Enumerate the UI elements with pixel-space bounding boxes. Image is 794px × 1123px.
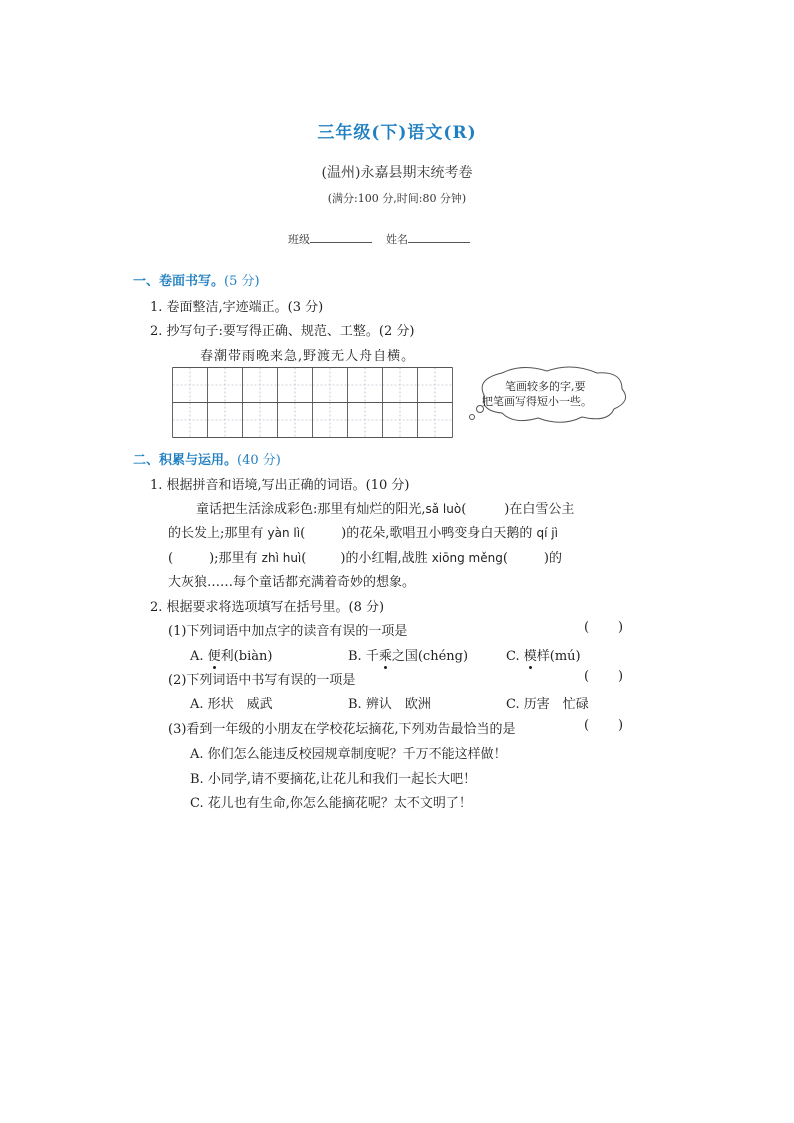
class-label: 班级	[288, 233, 310, 246]
q1-line2: 的长发上;那里有 yàn lì( )的花朵,歌唱丑小鸭变身白天鹅的 qí jì	[168, 526, 558, 541]
exam-title: 三年级(下)语文(R)	[317, 123, 477, 143]
q1-line3: ( );那里有 zhì huì( )的小红帽,战胜 xiōng měng( )的	[168, 551, 562, 566]
sub3-option-c[interactable]: C. 花儿也有生命,你怎么能摘花呢？太不文明了！	[190, 796, 472, 811]
sub3-option-a[interactable]: A. 你们怎么能违反校园规章制度呢？千万不能这样做！	[190, 747, 507, 762]
class-name-line	[288, 231, 470, 247]
sub2-answer-paren[interactable]: ( )	[584, 669, 624, 684]
name-label: 姓名	[386, 233, 408, 246]
writing-grid[interactable]	[172, 367, 454, 439]
sub3-answer-paren[interactable]: ( )	[584, 718, 624, 733]
section2-heading: 二、积累与运用。(40 分)	[133, 453, 281, 468]
sub1-option-c[interactable]: C. 模样(mú)	[506, 649, 581, 664]
class-field[interactable]	[310, 232, 372, 243]
exam-meta: (满分:100 分,时间:80 分钟)	[327, 192, 467, 205]
section1-heading: 一、卷面书写。(5 分)	[133, 274, 260, 289]
sub1-option-a[interactable]: A. 便利(biàn)	[190, 649, 273, 664]
section2-q1-prompt: 1. 根据拼音和语境,写出正确的词语。(10 分)	[150, 478, 410, 493]
section1-q1: 1. 卷面整洁,字迹端正。(3 分)	[150, 300, 324, 315]
exam-subtitle: (温州)永嘉县期末统考卷	[321, 165, 473, 181]
name-field[interactable]	[408, 232, 470, 243]
sub3-option-b[interactable]: B. 小同学,请不要摘花,让花儿和我们一起长大吧！	[190, 772, 477, 787]
sub1-answer-paren[interactable]: ( )	[584, 620, 624, 635]
bubble-line1: 笔画较多的字,要	[505, 380, 586, 393]
sub2-option-c[interactable]: C. 历害 忙碌	[506, 697, 589, 712]
sub1-option-b[interactable]: B. 千乘之国(chéng)	[348, 649, 469, 664]
sub2-stem: (2)下列词语中书写有误的一项是	[168, 673, 356, 688]
section2-q2-prompt: 2. 根据要求将选项填写在括号里。(8 分)	[150, 600, 385, 615]
copy-sentence: 春潮带雨晚来急,野渡无人舟自横。	[200, 349, 416, 364]
q1-line4: 大灰狼……每个童话都充满着奇妙的想象。	[168, 575, 416, 590]
sub2-option-b[interactable]: B. 辨认 欧洲	[348, 697, 431, 712]
sub2-option-a[interactable]: A. 形状 威武	[190, 697, 273, 712]
sub1-stem: (1)下列词语中加点字的读音有误的一项是	[168, 624, 408, 639]
bubble-line2: 把笔画写得短小一些。	[482, 395, 592, 408]
sub3-stem: (3)看到一年级的小朋友在学校花坛摘花,下列劝告最恰当的是	[168, 722, 516, 737]
section1-q2: 2. 抄写句子:要写得正确、规范、工整。(2 分)	[150, 324, 415, 339]
q1-line1: 童话把生活涂成彩色:那里有灿烂的阳光,sǎ luò( )在白雪公主	[196, 502, 575, 517]
